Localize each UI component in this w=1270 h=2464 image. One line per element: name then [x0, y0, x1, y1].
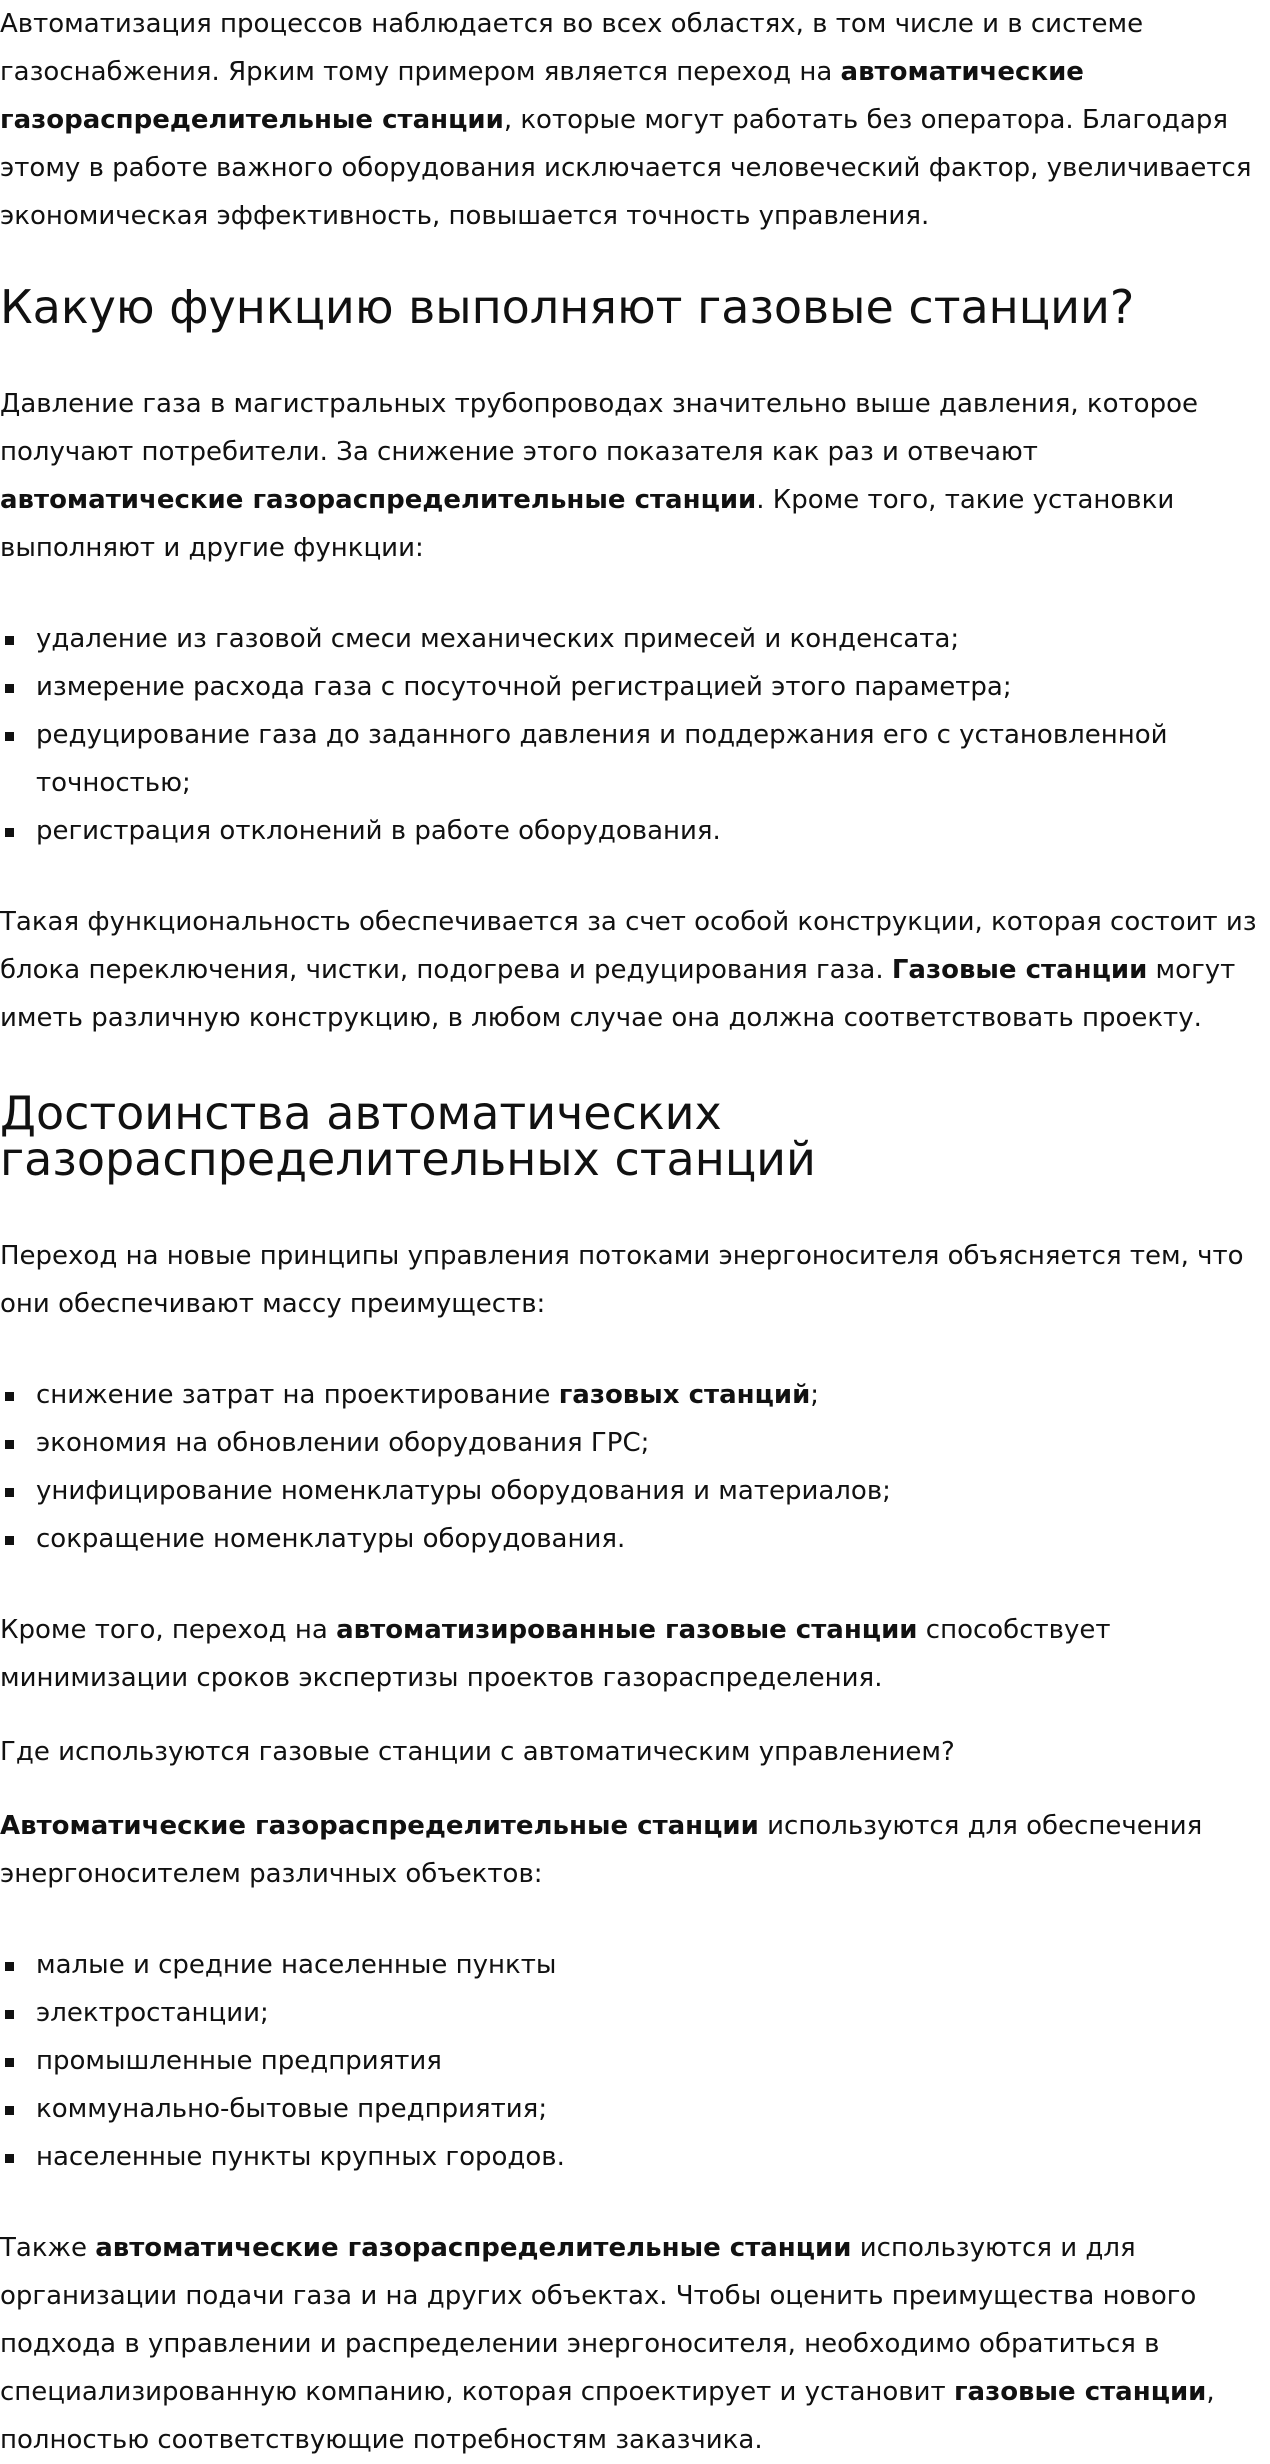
- advantages-list: [0, 1371, 1270, 1563]
- usage-question: Где используются газовые станции с автоматическим управлением?: [0, 1737, 955, 1767]
- list-item: населенные пункты крупных городов.: [0, 2133, 1270, 2181]
- objects-list: [0, 1941, 1270, 2181]
- conclusion-bold-2: газовые станции: [953, 2377, 1207, 2407]
- list-item: коммунально-бытовые предприятия;: [0, 2085, 1270, 2133]
- list-item: электростанции;: [0, 1989, 1270, 2037]
- construction-bold: Газовые станции: [891, 955, 1148, 985]
- functions-text: Давление газа в магистральных трубопроводах значительно выше давления, которое получают потребители. За снижение этого показателя как раз и отвечают: [0, 389, 1198, 467]
- usage-text: используются для обеспечения энергоносителем различных объектов:: [0, 1811, 1203, 1889]
- conclusion-text-end: , полностью соответствующие потребностям заказчика.: [0, 2377, 1215, 2455]
- advantages-paragraph: Переход на новые принципы управления потоками энергоносителя объясняется тем, что они обеспечивают массу преимуществ:: [0, 1241, 1244, 1319]
- list-item: экономия на обновлении оборудования ГРС;: [0, 1419, 1270, 1467]
- conclusion-text-mid: используются и для организации подачи газа и на других объектах. Чтобы оценить преимущества нового подхода в управлении и распределении энергоносителя, необходимо обратиться в специализированную компанию, которая спроектирует и установит: [0, 2233, 1197, 2407]
- conclusion-bold: автоматические газораспределительные станции: [95, 2233, 852, 2263]
- construction-text: Такая функциональность обеспечивается за счет особой конструкции, которая состоит из блока переключения, чистки, подогрева и редуцирования газа.: [0, 907, 1257, 985]
- list-item: промышленные предприятия: [0, 2037, 1270, 2085]
- section-heading-functions: Какую функцию выполняют газовые станции?: [0, 280, 1135, 334]
- list-item: [0, 1371, 1270, 1419]
- list-item-text-end: ;: [810, 1380, 820, 1410]
- intro-text: Автоматизация процессов наблюдается во всех областях, в том числе и в системе газоснабжения. Ярким тому примером является переход на: [0, 9, 1144, 87]
- list-item: малые и средние населенные пункты: [0, 1941, 1270, 1989]
- usage-bold: Автоматические газораспределительные станции: [0, 1811, 759, 1841]
- list-item: сокращение номенклатуры оборудования.: [0, 1515, 1270, 1563]
- list-item-bold: газовых станций: [558, 1380, 811, 1410]
- list-item-text: снижение затрат на проектирование: [36, 1380, 559, 1410]
- intro-bold: автоматические газораспределительные станции: [0, 57, 1084, 135]
- expertise-text-end: способствует минимизации сроков экспертизы проектов газораспределения.: [0, 1615, 1111, 1693]
- conclusion-text: Также: [0, 2233, 96, 2263]
- usage-paragraph: [0, 1802, 1270, 1898]
- section-heading-advantages: Достоинства автоматических газораспределительных станций: [0, 1086, 816, 1186]
- list-item: удаление из газовой смеси механических примесей и конденсата;: [0, 615, 1270, 663]
- expertise-paragraph: [0, 1606, 1270, 1702]
- construction-paragraph: [0, 898, 1270, 1042]
- functions-list: [0, 615, 1270, 855]
- functions-text-end: . Кроме того, такие установки выполняют и другие функции:: [0, 485, 1175, 563]
- intro-text-end: , которые могут работать без оператора. Благодаря этому в работе важного оборудования исключается человеческий фактор, увеличивается экономическая эффективность, повышается точность управления.: [0, 105, 1252, 231]
- list-item: редуцирование газа до заданного давления и поддержания его с установленной точностью;: [0, 711, 1270, 807]
- functions-paragraph: [0, 380, 1270, 572]
- conclusion-paragraph: [0, 2224, 1270, 2464]
- functions-bold: автоматические газораспределительные станции: [0, 485, 757, 515]
- list-item: измерение расхода газа с посуточной регистрацией этого параметра;: [0, 663, 1270, 711]
- list-item: регистрация отклонений в работе оборудования.: [0, 807, 1270, 855]
- construction-text-end: могут иметь различную конструкцию, в любом случае она должна соответствовать проекту.: [0, 955, 1236, 1033]
- expertise-text: Кроме того, переход на: [0, 1615, 337, 1645]
- intro-paragraph: [0, 0, 1270, 240]
- list-item: унифицирование номенклатуры оборудования и материалов;: [0, 1467, 1270, 1515]
- expertise-bold: автоматизированные газовые станции: [336, 1615, 918, 1645]
